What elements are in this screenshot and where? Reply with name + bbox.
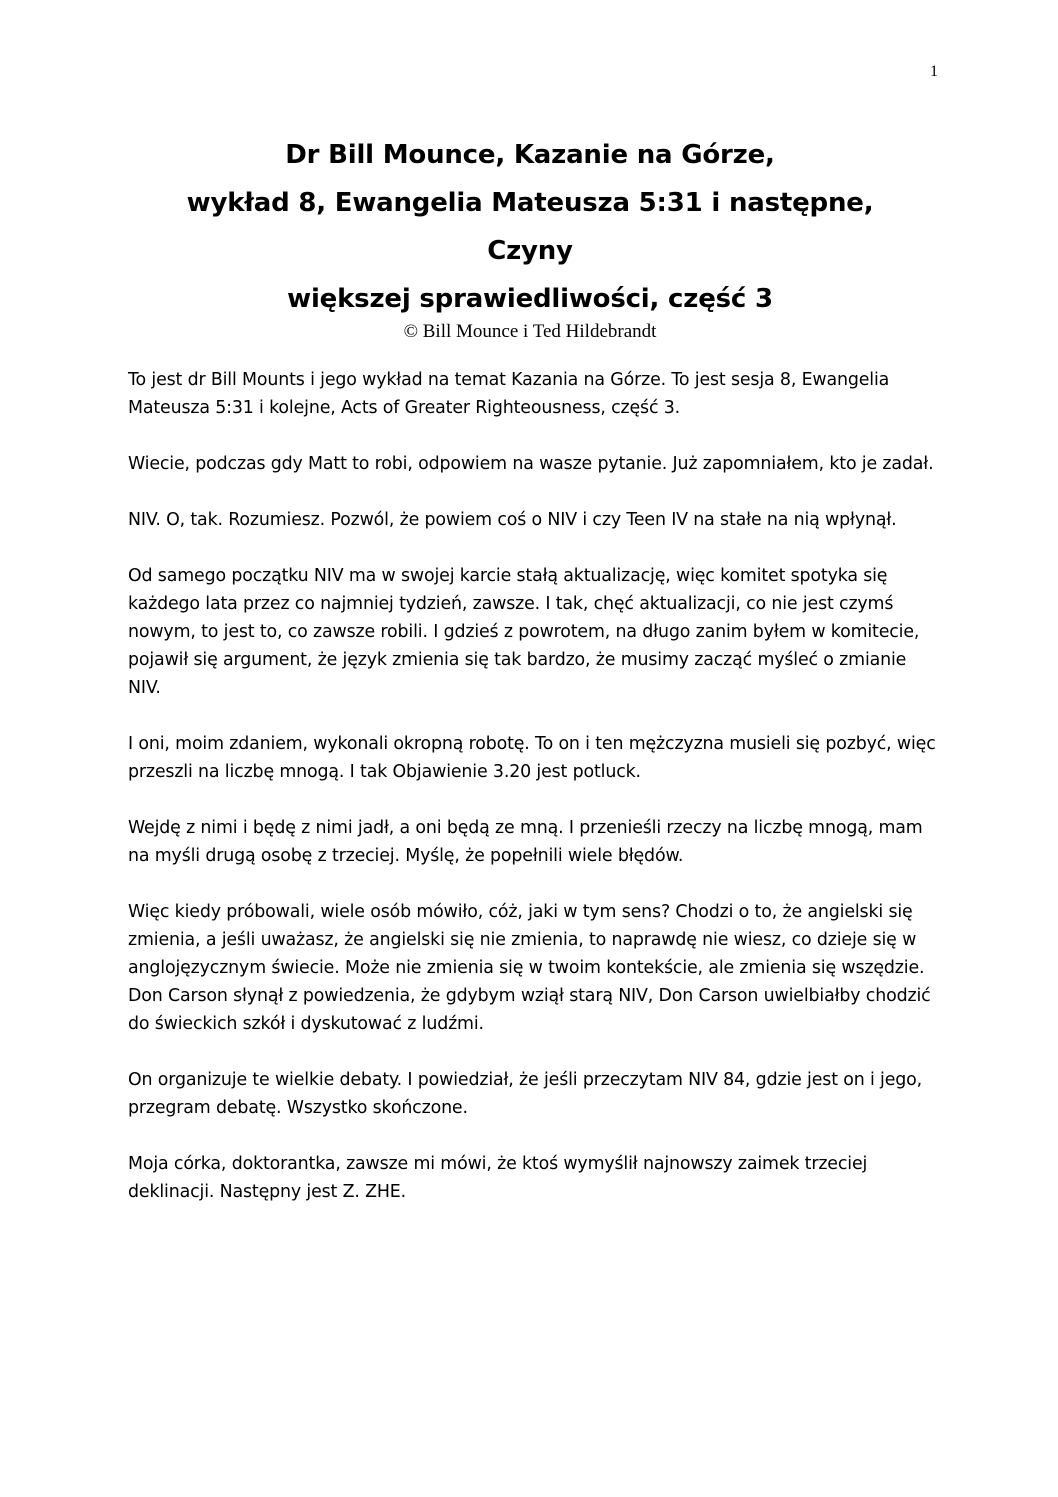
paragraph: Więc kiedy próbowali, wiele osób mówiło, cóż, jaki w tym sens? Chodzi o to, że angielski się zmienia, a jeśli uważasz, że angielski się nie zmienia, to naprawdę nie wiesz, co dzieje się w anglojęzycznym świecie. Może nie zmienia się w twoim kontekście, ale zmienia się wszędzie. Don Carson słynął z powiedzenia, że gdybym wziął starą NIV, Don Carson uwielbiałby chodzić do świeckich szkół i dyskutować z ludźmi.	[128, 902, 931, 1034]
paragraph: Wejdę z nimi i będę z nimi jadł, a oni będą ze mną. I przenieśli rzeczy na liczbę mnogą, mam na myśli drugą osobę z trzeciej. Myślę, że popełnili wiele błędów.	[128, 818, 923, 866]
paragraph: Moja córka, doktorantka, zawsze mi mówi, że ktoś wymyślił najnowszy zaimek trzeciej deklinacji. Następny jest Z. ZHE.	[128, 1154, 868, 1202]
title-line: wykład 8, Ewangelia Mateusza 5:31 i następne,	[186, 188, 874, 218]
paragraph: To jest dr Bill Mounts i jego wykład na temat Kazania na Górze. To jest sesja 8, Ewangelia Mateusza 5:31 i kolejne, Acts of Greater Righteousness, część 3.	[128, 370, 890, 418]
paragraph: Wiecie, podczas gdy Matt to robi, odpowiem na wasze pytanie. Już zapomniałem, kto je zadał.	[128, 454, 934, 474]
title-line: Dr Bill Mounce, Kazanie na Górze,	[285, 140, 775, 170]
copyright-notice: © Bill Mounce i Ted Hildebrandt	[403, 321, 657, 342]
document-title	[80, 131, 980, 345]
paragraph: On organizuje te wielkie debaty. I powiedział, że jeśli przeczytam NIV 84, gdzie jest on i jego, przegram debatę. Wszystko skończone.	[128, 1070, 923, 1118]
paragraph: Od samego początku NIV ma w swojej karcie stałą aktualizację, więc komitet spotyka się każdego lata przez co najmniej tydzień, zawsze. I tak, chęć aktualizacji, co nie jest czymś nowym, to jest to, co zawsze robili. I gdzieś z powrotem, na długo zanim byłem w komitecie, pojawił się argument, że język zmienia się tak bardzo, że musimy zacząć myśleć o zmianie NIV.	[128, 566, 920, 698]
title-line: Czyny	[487, 236, 573, 266]
paragraph: I oni, moim zdaniem, wykonali okropną robotę. To on i ten mężczyzna musieli się pozbyć, więc przeszli na liczbę mnogą. I tak Objawienie 3.20 jest potluck.	[128, 734, 936, 782]
transcript-body	[128, 366, 940, 1234]
title-line: większej sprawiedliwości, część 3	[287, 284, 773, 314]
page-number: 1	[930, 63, 938, 80]
paragraph: NIV. O, tak. Rozumiesz. Pozwól, że powiem coś o NIV i czy Teen IV na stałe na nią wpłynął.	[128, 510, 897, 530]
